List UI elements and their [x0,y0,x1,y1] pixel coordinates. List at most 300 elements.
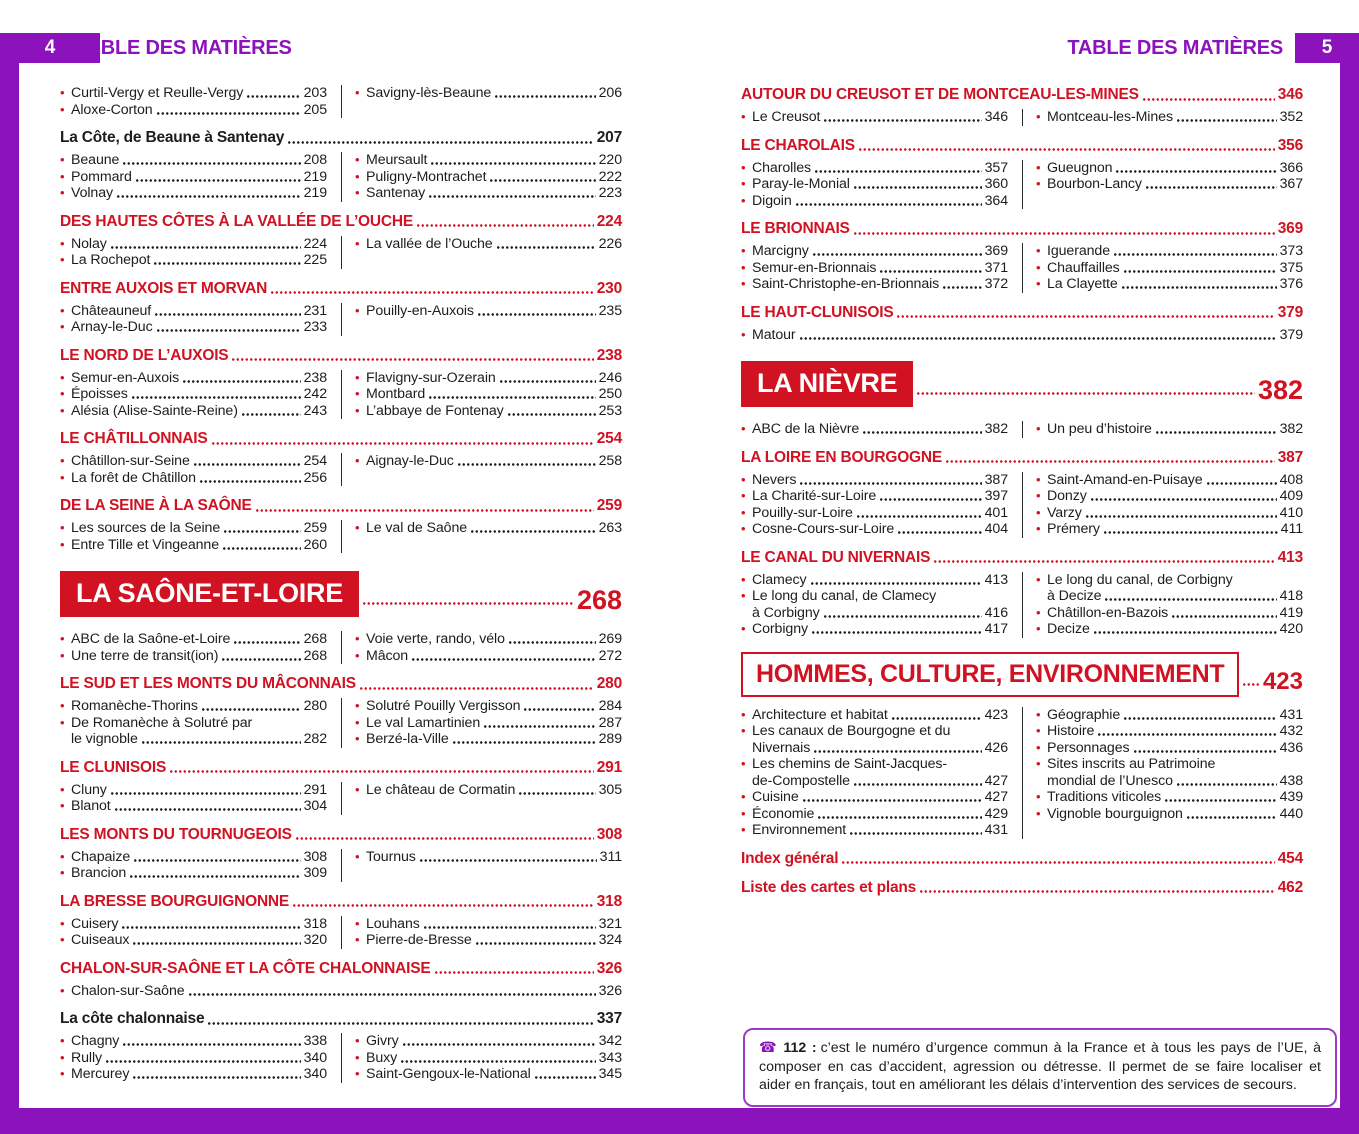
toc-entry-label: Meursault [366,152,428,168]
toc-entry-label: Solutré Pouilly Vergisson [366,698,521,714]
toc-entry-text [752,109,1008,126]
toc-entry-text [366,85,622,102]
phone-icon: ☎ [759,1040,779,1056]
toc-entry-line [71,386,327,403]
toc-entry [355,520,622,537]
toc-entry [1036,488,1303,505]
leader-dots [489,169,595,186]
toc-entry [741,756,1008,789]
toc-columns [741,421,1303,438]
toc-entry-label: Paray-le-Monial [752,176,850,192]
toc-entry-label: Alésia (Alise-Sainte-Reine) [71,402,238,419]
toc-page-number: 206 [598,85,622,101]
toc-page-number: 219 [303,168,327,185]
bullet-icon: • [60,185,65,200]
toc-columns [60,916,622,949]
bullet-icon: • [1036,805,1041,821]
bullet-icon: • [741,276,746,291]
toc-columns [60,1033,622,1083]
toc-column-left [60,152,341,202]
toc-entry-line [366,236,622,253]
leader-dots [499,370,596,387]
toc-column-left [60,520,341,553]
toc-entry-text [752,621,1008,638]
toc-entry-label: Mâcon [366,647,409,664]
leader-dots [799,327,1277,344]
toc-entry-line [71,252,327,269]
leader-dots [110,782,301,799]
toc-entry-label: Cuisery [71,915,119,932]
toc-entry [355,152,622,169]
toc-page-number: 372 [984,276,1008,292]
toc-column-left [741,572,1022,638]
toc-entry-line [71,102,327,119]
toc-page-number: 431 [984,822,1008,838]
bullet-icon: • [741,571,746,587]
toc-columns [60,85,622,118]
toc-section-header [741,548,1303,567]
toc-entry-label: Un peu d’histoire [1047,421,1152,437]
toc-entry-label: La Clayette [1047,276,1118,292]
toc-page-number: 401 [984,504,1008,521]
toc-entry-label: Sites inscrits au Patrimoine [1047,756,1216,772]
toc-entry-label: Époisses [71,386,128,402]
toc-entry [741,621,1008,638]
bullet-icon: • [60,453,65,468]
leader-dots [933,548,1274,567]
toc-entry-text [366,916,622,933]
toc-page-number: 254 [303,453,327,469]
toc-entry [60,798,327,815]
bullet-icon: • [741,109,746,124]
toc-entry [60,1066,327,1083]
toc-entry-text [71,85,327,102]
toc-entry-label: à Corbigny [752,604,820,621]
toc-entry-line [1047,605,1303,622]
leader-dots [1242,652,1260,697]
bullet-icon: • [1036,276,1041,291]
toc-entry-label: Beaune [71,152,120,168]
toc-entry-text [366,715,622,732]
leader-dots [1171,605,1277,622]
toc-columns [60,370,622,420]
bullet-icon: • [355,714,360,730]
leader-dots [169,758,594,777]
bullet-icon: • [741,822,746,837]
toc-entry-line [752,488,1008,505]
toc-entry-label: Mercurey [71,1066,130,1082]
bullet-icon: • [355,185,360,200]
leader-dots [494,85,595,102]
toc-page-number: 360 [984,176,1008,192]
toc-column-left [741,243,1022,293]
toc-entry-line [1047,806,1303,823]
page-number-right: 5 [1321,37,1333,58]
toc-page-number: 397 [984,488,1008,504]
toc-page-number: 326 [598,982,622,999]
toc-page-number: 205 [303,101,327,118]
toc-page-number: 439 [1279,789,1303,805]
leader-dots [1090,488,1277,505]
toc-entry-text [366,1066,622,1083]
toc-entry [1036,505,1303,522]
leader-dots [795,193,982,210]
toc-page-number: 419 [1279,604,1303,621]
bullet-icon: • [1036,706,1041,722]
toc-column-left [60,1033,341,1083]
toc-entry-label: de-Compostelle [752,772,850,789]
toc-entry-line [752,193,1008,210]
toc-entry [355,370,622,387]
toc-page-number: 225 [303,252,327,268]
bottom-edge-band [0,1108,1359,1134]
leader-dots [853,773,982,790]
leader-dots [823,109,981,126]
bullet-icon: • [60,319,65,334]
toc-entry-text [71,916,327,933]
toc-entry-line [1047,160,1303,177]
toc-entry [1036,421,1303,438]
toc-entry-line [366,169,622,186]
toc-entry-text [1047,276,1303,293]
toc-column-left [60,782,341,815]
toc-entry-line [752,621,1008,638]
toc-entry-text [752,521,1008,538]
toc-page-number: 305 [598,781,622,798]
toc-page-number: 373 [1279,243,1303,259]
bullet-icon: • [355,848,360,864]
bullet-icon: • [60,152,65,167]
toc-page-number: 409 [1279,488,1303,504]
toc-entry-text [752,756,1008,789]
toc-entry-label: Chauffailles [1047,259,1120,276]
toc-column-right [341,236,622,269]
bullet-icon: • [60,1049,65,1065]
toc-entry-text [366,631,622,648]
toc-entry-line [752,176,1008,193]
toc-entry-label: Le long du canal, de Corbigny [1047,571,1233,588]
bullet-icon: • [741,521,746,536]
toc-page-number: 375 [1279,259,1303,276]
toc-entry-line [752,260,1008,277]
toc-entry [1036,472,1303,489]
part-banner-title: LA NIÈVRE [741,361,913,407]
toc-entry-text [366,520,622,537]
leader-dots [193,453,301,470]
toc-page-number: 284 [598,698,622,714]
leader-dots [817,806,981,823]
leader-dots [207,1009,593,1028]
toc-entry-label: Arnay-le-Duc [71,319,153,335]
toc-entry-label: Semur-en-Brionnais [752,259,877,276]
toc-page-number: 282 [303,731,327,747]
leader-dots [891,707,982,724]
toc-page-number: 418 [1279,588,1303,604]
toc-entry-label: Le château de Cormatin [366,781,516,798]
leader-dots [853,219,1275,238]
toc-entry-label: Aignay-le-Duc [366,453,454,469]
toc-page-number: 420 [1279,621,1303,637]
part-boxed-title: HOMMES, CULTURE, ENVIRONNEMENT [741,652,1239,697]
bullet-icon: • [741,789,746,804]
leader-dots [188,983,596,1000]
bullet-icon: • [60,469,65,485]
toc-page-number: 263 [598,520,622,536]
toc-entry-text [71,849,327,866]
toc-page-number: 427 [984,789,1008,805]
toc-entry [60,865,327,882]
toc-entry-text [71,470,327,487]
section-title: Liste des cartes et plans [741,878,917,896]
toc-entry-text [71,648,327,665]
bullet-icon: • [1036,604,1041,620]
toc-entry-text [366,236,622,253]
toc-page-number: 291 [596,758,622,776]
toc-page-4 [60,85,622,1087]
toc-entry-label: Curtil-Vergy et Reulle-Vergy [71,85,244,101]
section-title: ENTRE AUXOIS ET MORVAN [60,279,268,297]
bullet-icon: • [1036,621,1041,636]
toc-entry-line [71,470,327,487]
leader-dots [434,959,594,978]
toc-page-number: 318 [303,915,327,932]
toc-entry-line [1047,707,1303,724]
section-title: LE CLUNISOIS [60,758,167,776]
toc-column-right [341,1033,622,1083]
toc-page-number: 268 [303,647,327,664]
toc-page-number: 269 [598,631,622,647]
leader-dots [241,403,301,420]
toc-entry-line [752,740,1008,757]
toc-columns [60,453,622,486]
toc-entry-label: Pierre-de-Bresse [366,932,472,948]
toc-entry-text [1047,260,1303,277]
leader-dots [428,185,595,202]
toc-entry-line [1047,773,1303,790]
toc-entry-label: Givry [366,1033,399,1049]
bullet-icon: • [741,159,746,175]
leader-dots [916,361,1255,407]
section-title: AUTOUR DU CREUSOT ET DE MONTCEAU-LES-MINES [741,86,1139,103]
toc-entry-text [752,472,1008,489]
bullet-icon: • [741,471,746,487]
toc-page-number: 462 [1277,878,1303,896]
toc-entry [60,1050,327,1067]
toc-entry [355,698,622,715]
toc-entry [60,236,327,253]
toc-entry-label: Pouilly-sur-Loire [752,504,853,521]
toc-entry-label: Puligny-Montrachet [366,168,487,185]
toc-entry-label: Montceau-les-Mines [1047,109,1173,125]
toc-entry-text [71,698,327,715]
toc-page-number: 369 [984,243,1008,259]
toc-page-number: 235 [598,302,622,319]
bullet-icon: • [355,1033,360,1048]
toc-entry-label: Santenay [366,185,426,201]
toc-entry-text [1047,421,1303,438]
bullet-icon: • [60,865,65,880]
toc-entry-text [752,822,1008,839]
toc-page-number: 382 [1279,421,1303,437]
leader-dots [1104,588,1276,605]
toc-page-number: 254 [596,430,622,447]
toc-entry-label: Chapaize [71,848,131,865]
toc-section-header [60,346,622,365]
toc-page-number: 246 [598,369,622,386]
toc-entry-text [752,488,1008,505]
toc-column-left [741,109,1022,126]
toc-entry [741,243,1008,260]
bullet-icon: • [1036,739,1041,755]
toc-entry-text [752,421,1008,438]
leader-dots [862,421,981,438]
toc-entry-line [752,327,1303,344]
toc-page-number: 346 [1277,86,1303,103]
toc-entry [741,327,1303,344]
toc-page-number: 208 [303,152,327,168]
section-title: LE CHÂTILLONNAIS [60,430,208,447]
toc-page-number: 287 [598,714,622,731]
toc-entry-line [1047,472,1303,489]
toc-entry-text [366,386,622,403]
bullet-icon: • [60,714,65,730]
toc-column-right [341,453,622,486]
toc-entry-label: Cosne-Cours-sur-Loire [752,521,895,537]
toc-page-number: 338 [303,1033,327,1049]
toc-entry [741,472,1008,489]
bullet-icon: • [60,982,65,998]
toc-entry-text [366,731,622,748]
toc-section-header [741,136,1303,155]
leader-dots [896,303,1274,322]
bullet-icon: • [60,536,65,552]
toc-page-number: 238 [596,346,622,364]
toc-entry-text [71,1033,327,1050]
toc-entry [355,1066,622,1083]
bullet-icon: • [355,235,360,251]
toc-page-number: 404 [984,521,1008,537]
leader-dots [430,152,595,169]
toc-entry-line [71,169,327,186]
bullet-icon: • [355,781,360,797]
toc-column-right [341,303,622,336]
bullet-icon: • [741,805,746,821]
bullet-icon: • [60,848,65,864]
toc-entry-line [71,865,327,882]
toc-entry-text [366,152,622,169]
toc-entry-text [1047,488,1303,505]
toc-entry [741,789,1008,806]
toc-entry-text [1047,505,1303,522]
toc-entry-text [752,588,1008,621]
toc-entry-label: mondial de l’Unesco [1047,772,1173,789]
leader-dots [811,621,982,638]
toc-section-header [60,279,622,298]
bullet-icon: • [1036,259,1041,275]
toc-entry-line [71,782,327,799]
toc-page-number: 345 [598,1066,622,1082]
toc-page-number: 432 [1279,723,1303,739]
toc-entry-label: Cuiseaux [71,932,130,948]
toc-page-number: 337 [596,1010,622,1027]
toc-entry [60,403,327,420]
toc-column-left [741,160,1022,210]
section-title: LA BRESSE BOURGUIGNONNE [60,892,290,910]
bullet-icon: • [60,932,65,947]
toc-entry [1036,243,1303,260]
leader-dots [132,1066,300,1083]
toc-entry [355,648,622,665]
bullet-icon: • [355,1049,360,1065]
toc-entry-label: Histoire [1047,723,1095,739]
toc-entry-label: Iguerande [1047,243,1110,259]
toc-entry [355,185,622,202]
toc-entry-line [366,403,622,420]
toc-entry-line [366,85,622,102]
toc-entry-label: Traditions viticoles [1047,789,1162,805]
page-number-tab-right [1295,33,1359,63]
toc-columns [60,520,622,553]
toc-page-number: 369 [1277,220,1303,237]
toc-entry [355,932,622,949]
toc-entry-line [366,303,622,320]
toc-entry-line [71,370,327,387]
toc-entry-text [752,276,1008,293]
toc-entry-line [71,403,327,420]
bullet-icon: • [355,731,360,746]
toc-entry-text [71,252,327,269]
toc-columns [741,109,1303,126]
toc-page-number: 243 [303,402,327,419]
toc-entry-line [71,185,327,202]
toc-entry-line [752,243,1008,260]
toc-page-number: 340 [303,1049,327,1066]
toc-columns [741,707,1303,839]
toc-entry [741,572,1008,589]
toc-page-number: 371 [984,259,1008,276]
leader-dots [211,429,594,448]
leader-dots [856,505,982,522]
toc-entry-text [1047,521,1303,538]
toc-page-number: 268 [576,585,622,615]
toc-page-number: 408 [1279,471,1303,488]
leader-dots [292,892,594,911]
leader-dots [428,386,595,403]
toc-entry-label: Clamecy [752,571,807,588]
bullet-icon: • [741,621,746,636]
bullet-icon: • [741,421,746,436]
leader-dots [1123,707,1276,724]
bullet-icon: • [60,1033,65,1048]
toc-page-number: 259 [596,497,622,514]
toc-section-header [60,892,622,911]
toc-entry-label: Chagny [71,1033,120,1049]
leader-dots [270,279,594,298]
toc-entry [60,152,327,169]
section-title: La côte chalonnaise [60,1010,205,1027]
toc-entry [741,260,1008,277]
toc-entry-text [752,176,1008,193]
toc-entry-text [71,236,327,253]
toc-entry-line [752,572,1008,589]
toc-entry-label: Les canaux de Bourgogne et du [752,723,951,739]
toc-entry-label: Saint-Amand-en-Puisaye [1047,471,1203,488]
toc-entry [741,822,1008,839]
toc-page-number: 253 [598,402,622,419]
toc-entry-text [752,806,1008,823]
toc-entry-label: Économie [752,805,815,822]
toc-entry [355,236,622,253]
